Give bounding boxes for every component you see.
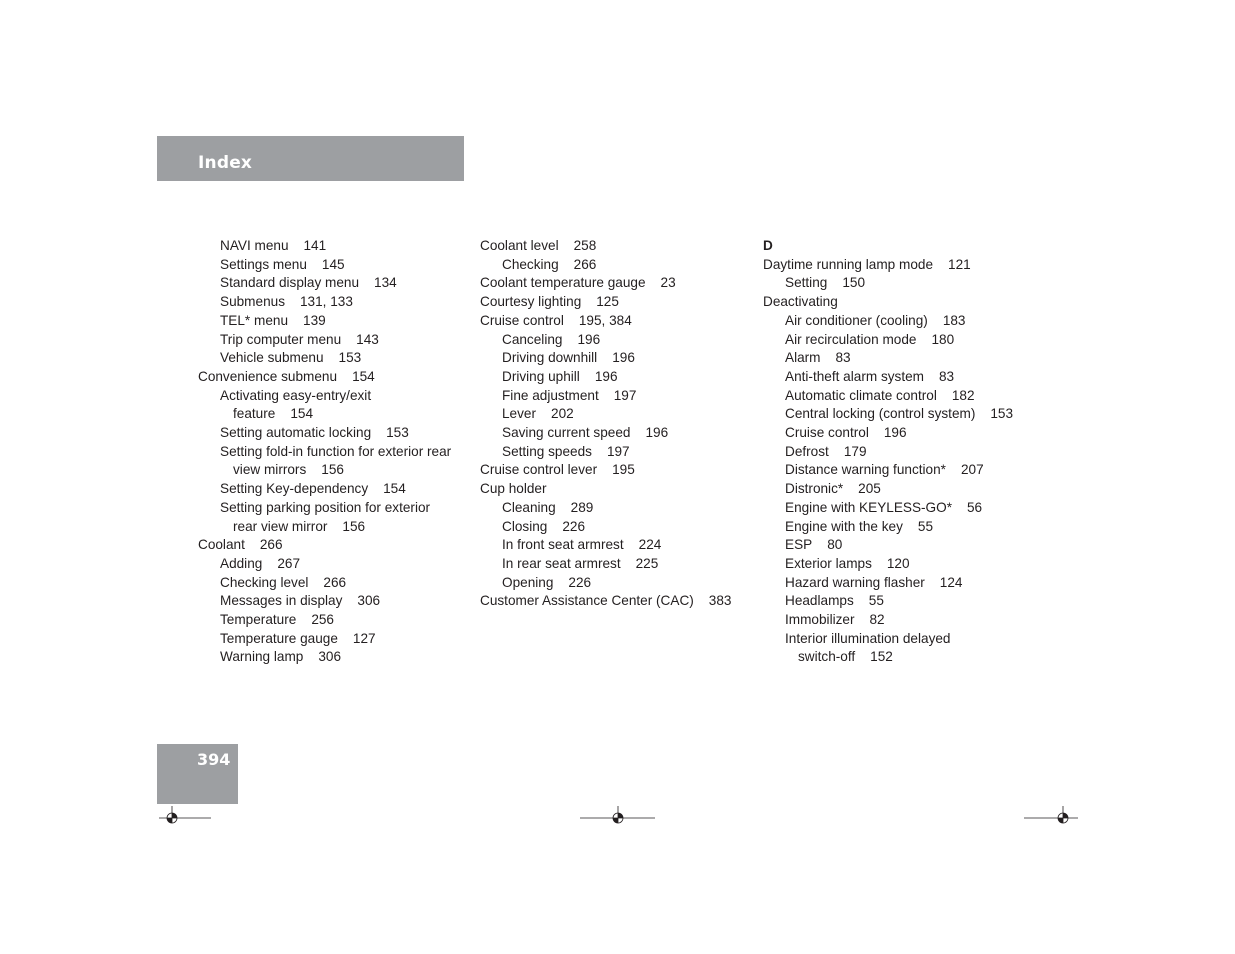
index-entry-term: Setting bbox=[785, 275, 828, 291]
index-entry bbox=[480, 424, 755, 443]
index-entry-term: Temperature bbox=[220, 612, 297, 628]
index-entry-page-ref[interactable]: 258 bbox=[573, 238, 597, 253]
crop-mark-left-icon bbox=[157, 802, 213, 824]
index-entry bbox=[763, 536, 1033, 555]
index-entry bbox=[480, 405, 755, 424]
index-entry-page-ref[interactable]: 267 bbox=[277, 555, 301, 571]
index-entry-term: Submenus bbox=[220, 294, 285, 310]
page-number: 394 bbox=[197, 750, 231, 769]
index-entry bbox=[763, 293, 1033, 312]
index-entry-term: Canceling bbox=[502, 331, 563, 347]
index-entry bbox=[198, 611, 468, 630]
index-entry-term: Setting parking position for exterior bbox=[220, 499, 431, 515]
index-entry-term: Coolant temperature gauge bbox=[480, 275, 646, 291]
index-entry-page-ref[interactable]: 141 bbox=[303, 238, 327, 253]
index-entry-page-ref[interactable]: 121 bbox=[948, 256, 971, 272]
index-entry-page-ref[interactable]: 224 bbox=[638, 537, 662, 553]
index-entry-term: Opening bbox=[502, 574, 554, 590]
index-entry bbox=[763, 555, 1033, 574]
index-entry-term: Adding bbox=[220, 555, 263, 571]
index-entry-term: Air conditioner (cooling) bbox=[785, 312, 928, 328]
index-entry bbox=[763, 405, 1033, 424]
index-entry-term: Settings menu bbox=[220, 256, 307, 272]
index-entry-page-ref[interactable]: 125 bbox=[596, 294, 619, 310]
index-entry-term: Activating easy-entry/exit bbox=[220, 387, 372, 403]
index-entry-page-ref[interactable]: 180 bbox=[931, 331, 955, 347]
index-entry bbox=[763, 387, 1033, 406]
index-entry-term: Defrost bbox=[785, 443, 829, 459]
index-entry-term: Engine with the key bbox=[785, 518, 903, 534]
index-entry-page-ref[interactable]: 55 bbox=[917, 518, 934, 534]
index-entry bbox=[763, 256, 1033, 275]
index-entry-page-ref[interactable]: 153 bbox=[338, 350, 362, 366]
index-entry bbox=[763, 592, 1033, 611]
index-entry-term: Lever bbox=[502, 406, 537, 422]
index-entry-term: Hazard warning flasher bbox=[785, 574, 925, 590]
index-entry bbox=[198, 461, 468, 480]
index-entry-page-ref[interactable]: 152 bbox=[870, 649, 893, 665]
index-entry-page-ref[interactable]: 205 bbox=[858, 481, 881, 497]
index-entry-page-ref[interactable]: 196 bbox=[612, 350, 635, 366]
header-bar bbox=[157, 136, 464, 181]
index-entry-term: In front seat armrest bbox=[502, 537, 624, 553]
index-entry bbox=[480, 237, 755, 256]
index-column-1 bbox=[198, 237, 468, 667]
index-entry bbox=[763, 331, 1033, 350]
index-entry-term: Cruise control bbox=[480, 312, 564, 328]
index-entry-page-ref[interactable]: 306 bbox=[318, 649, 342, 665]
index-entry-page-ref[interactable]: 195 bbox=[612, 462, 635, 478]
index-entry bbox=[480, 480, 755, 499]
crop-mark-center-icon bbox=[578, 802, 658, 824]
index-entry bbox=[198, 387, 468, 406]
index-entry-term: In rear seat armrest bbox=[502, 555, 621, 571]
index-entry-page-ref[interactable]: 145 bbox=[321, 256, 345, 272]
index-entry bbox=[480, 312, 755, 331]
index-entry bbox=[198, 368, 468, 387]
index-entry bbox=[198, 237, 468, 256]
index-entry-term: switch-off bbox=[798, 649, 856, 665]
index-entry-term: Deactivating bbox=[763, 294, 838, 310]
index-entry bbox=[198, 518, 468, 537]
index-entry bbox=[763, 630, 1033, 649]
index-entry bbox=[198, 630, 468, 649]
index-entry bbox=[198, 592, 468, 611]
index-entry bbox=[763, 312, 1033, 331]
index-entry-page-ref[interactable]: 207 bbox=[960, 462, 984, 478]
index-entry bbox=[198, 331, 468, 350]
index-entry bbox=[480, 443, 755, 462]
index-entry bbox=[198, 480, 468, 499]
index-entry-term: feature bbox=[233, 406, 276, 422]
index-entry-term: Setting automatic locking bbox=[220, 425, 372, 441]
index-entry-page-ref[interactable]: 266 bbox=[259, 537, 283, 553]
index-entry-page-ref[interactable]: 202 bbox=[551, 406, 574, 422]
index-entry-term: Temperature gauge bbox=[220, 630, 338, 646]
index-entry bbox=[198, 574, 468, 593]
index-entry-page-ref[interactable]: 226 bbox=[562, 518, 586, 534]
index-entry bbox=[480, 368, 755, 387]
index-entry-page-ref[interactable]: 80 bbox=[827, 537, 843, 553]
index-entry bbox=[763, 518, 1033, 537]
index-entry-term: Customer Assistance Center (CAC) bbox=[480, 593, 694, 609]
index-column-2 bbox=[480, 237, 755, 611]
index-entry-term: Convenience submenu bbox=[198, 368, 338, 384]
index-entry-page-ref[interactable]: 154 bbox=[352, 368, 375, 384]
index-entry-term: Closing bbox=[502, 518, 548, 534]
index-column-3 bbox=[763, 237, 1033, 667]
index-entry bbox=[198, 405, 468, 424]
index-entry-term: Daytime running lamp mode bbox=[763, 256, 934, 272]
index-entry-term: Alarm bbox=[785, 350, 821, 366]
index-entry-page-ref[interactable]: 289 bbox=[570, 499, 594, 515]
page-title: Index bbox=[198, 153, 253, 173]
index-entry bbox=[480, 536, 755, 555]
index-entry-term: Setting Key-dependency bbox=[220, 481, 369, 497]
index-entry-term: Saving current speed bbox=[502, 425, 631, 441]
index-entry bbox=[763, 424, 1033, 443]
index-entry bbox=[198, 349, 468, 368]
index-entry bbox=[198, 293, 468, 312]
index-entry bbox=[480, 274, 755, 293]
index-entry bbox=[763, 461, 1033, 480]
index-entry bbox=[763, 443, 1033, 462]
index-entry-term: Immobilizer bbox=[785, 612, 855, 628]
index-entry-page-ref[interactable]: 226 bbox=[568, 574, 592, 590]
index-entry bbox=[480, 499, 755, 518]
index-entry bbox=[763, 368, 1033, 387]
index-entry bbox=[763, 349, 1033, 368]
index-entry-page-ref[interactable]: 182 bbox=[951, 387, 975, 403]
index-entry-page-ref[interactable]: 266 bbox=[573, 256, 597, 272]
index-entry-term: Distance warning function* bbox=[785, 462, 946, 478]
index-entry bbox=[198, 424, 468, 443]
index-entry bbox=[198, 274, 468, 293]
index-entry-page-ref[interactable]: 83 bbox=[835, 350, 851, 366]
index-entry bbox=[480, 518, 755, 537]
index-entry-term: Coolant level bbox=[480, 238, 559, 253]
index-entry-term: D bbox=[763, 238, 773, 253]
index-entry bbox=[198, 536, 468, 555]
crop-mark-right-icon bbox=[1022, 802, 1080, 824]
index-entry-page-ref[interactable]: 197 bbox=[613, 387, 637, 403]
index-entry-term: Driving downhill bbox=[502, 350, 598, 366]
index-entry-term: Automatic climate control bbox=[785, 387, 937, 403]
index-entry-term: Fine adjustment bbox=[502, 387, 599, 403]
index-entry-page-ref[interactable]: 225 bbox=[635, 555, 659, 571]
index-entry-page-ref[interactable]: 23 bbox=[660, 275, 676, 291]
index-entry-page-ref[interactable]: 55 bbox=[868, 593, 884, 609]
index-entry-page-ref[interactable]: 306 bbox=[357, 593, 381, 609]
page-number-box bbox=[157, 744, 238, 804]
index-entry-term: ESP bbox=[785, 537, 813, 553]
index-entry-page-ref[interactable]: 143 bbox=[356, 331, 379, 347]
index-entry bbox=[198, 443, 468, 462]
index-entry-term: Setting fold-in function for exterior rear bbox=[220, 443, 452, 459]
index-entry-term: Distronic* bbox=[785, 481, 844, 497]
index-entry-term: rear view mirror bbox=[233, 518, 328, 534]
index-entry-page-ref[interactable]: 120 bbox=[886, 555, 910, 571]
index-entry-page-ref[interactable]: 156 bbox=[342, 518, 366, 534]
index-letter-heading bbox=[763, 237, 1033, 256]
index-entry-page-ref[interactable]: 150 bbox=[842, 275, 866, 291]
index-entry bbox=[480, 349, 755, 368]
index-entry-term: Cup holder bbox=[480, 481, 547, 497]
index-entry-page-ref[interactable]: 82 bbox=[869, 612, 885, 628]
index-entry bbox=[763, 274, 1033, 293]
index-entry-term: Interior illumination delayed bbox=[785, 630, 951, 646]
index-entry-page-ref[interactable]: 56 bbox=[966, 499, 983, 515]
index-entry-page-ref[interactable]: 83 bbox=[939, 368, 955, 384]
index-entry-term: Standard display menu bbox=[220, 275, 360, 291]
index-entry-term: Headlamps bbox=[785, 593, 854, 609]
index-entry bbox=[198, 648, 468, 667]
index-entry-term: Cleaning bbox=[502, 499, 556, 515]
index-entry bbox=[480, 555, 755, 574]
index-entry-page-ref[interactable]: 383 bbox=[708, 593, 732, 609]
index-entry-term: Checking bbox=[502, 256, 559, 272]
index-entry-term: Courtesy lighting bbox=[480, 294, 582, 310]
index-entry-term: Cruise control bbox=[785, 425, 869, 441]
index-entry-page-ref[interactable]: 127 bbox=[352, 630, 376, 646]
index-entry-page-ref[interactable]: 156 bbox=[321, 462, 344, 478]
index-entry bbox=[763, 611, 1033, 630]
index-entry-term: NAVI menu bbox=[220, 238, 289, 253]
index-entry-page-ref[interactable]: 131, 133 bbox=[300, 294, 353, 310]
index-entry-page-ref[interactable]: 139 bbox=[303, 312, 326, 328]
index-entry bbox=[480, 331, 755, 350]
index-entry-term: Messages in display bbox=[220, 593, 343, 609]
index-entry-term: Setting speeds bbox=[502, 443, 592, 459]
index-entry-term: Coolant bbox=[198, 537, 245, 553]
index-entry-page-ref[interactable]: 134 bbox=[374, 275, 397, 291]
index-entry bbox=[763, 574, 1033, 593]
index-entry-page-ref[interactable]: 196 bbox=[594, 368, 618, 384]
index-entry bbox=[198, 499, 468, 518]
index-entry-page-ref[interactable]: 154 bbox=[383, 481, 406, 497]
index-entry-page-ref[interactable]: 124 bbox=[939, 574, 963, 590]
index-entry-term: TEL* menu bbox=[220, 312, 289, 328]
index-entry-page-ref[interactable]: 153 bbox=[990, 406, 1014, 422]
index-entry bbox=[763, 499, 1033, 518]
index-entry bbox=[198, 312, 468, 331]
index-entry bbox=[480, 461, 755, 480]
index-entry bbox=[480, 574, 755, 593]
index-entry-term: Cruise control lever bbox=[480, 462, 598, 478]
index-entry-page-ref[interactable]: 154 bbox=[290, 406, 314, 422]
index-entry-term: Central locking (control system) bbox=[785, 406, 976, 422]
index-entry-term: Warning lamp bbox=[220, 649, 304, 665]
index-entry-term: Vehicle submenu bbox=[220, 350, 324, 366]
index-entry-page-ref[interactable]: 196 bbox=[645, 425, 669, 441]
index-entry bbox=[480, 293, 755, 312]
index-entry-term: view mirrors bbox=[233, 462, 307, 478]
index-entry bbox=[480, 387, 755, 406]
index-entry-term: Exterior lamps bbox=[785, 555, 872, 571]
index-entry-term: Anti-theft alarm system bbox=[785, 368, 924, 384]
index-entry-page-ref[interactable]: 196 bbox=[577, 331, 601, 347]
index-entry-page-ref[interactable]: 153 bbox=[386, 425, 409, 441]
index-entry-page-ref[interactable]: 183 bbox=[942, 312, 966, 328]
index-entry-term: Driving uphill bbox=[502, 368, 580, 384]
index-entry-term: Air recirculation mode bbox=[785, 331, 917, 347]
index-entry-page-ref[interactable]: 266 bbox=[323, 574, 347, 590]
index-entry bbox=[763, 480, 1033, 499]
index-entry-term: Engine with KEYLESS-GO* bbox=[785, 499, 952, 515]
index-entry-page-ref[interactable]: 195, 384 bbox=[578, 312, 632, 328]
index-entry-term: Checking level bbox=[220, 574, 309, 590]
index-entry bbox=[480, 592, 755, 611]
index-entry bbox=[480, 256, 755, 275]
index-entry-page-ref[interactable]: 196 bbox=[883, 425, 907, 441]
index-entry bbox=[198, 256, 468, 275]
index-entry bbox=[763, 648, 1033, 667]
index-entry bbox=[198, 555, 468, 574]
index-entry-page-ref[interactable]: 256 bbox=[311, 612, 334, 628]
index-entry-term: Trip computer menu bbox=[220, 331, 342, 347]
index-entry-page-ref[interactable]: 197 bbox=[606, 443, 630, 459]
index-entry-page-ref[interactable]: 179 bbox=[843, 443, 867, 459]
